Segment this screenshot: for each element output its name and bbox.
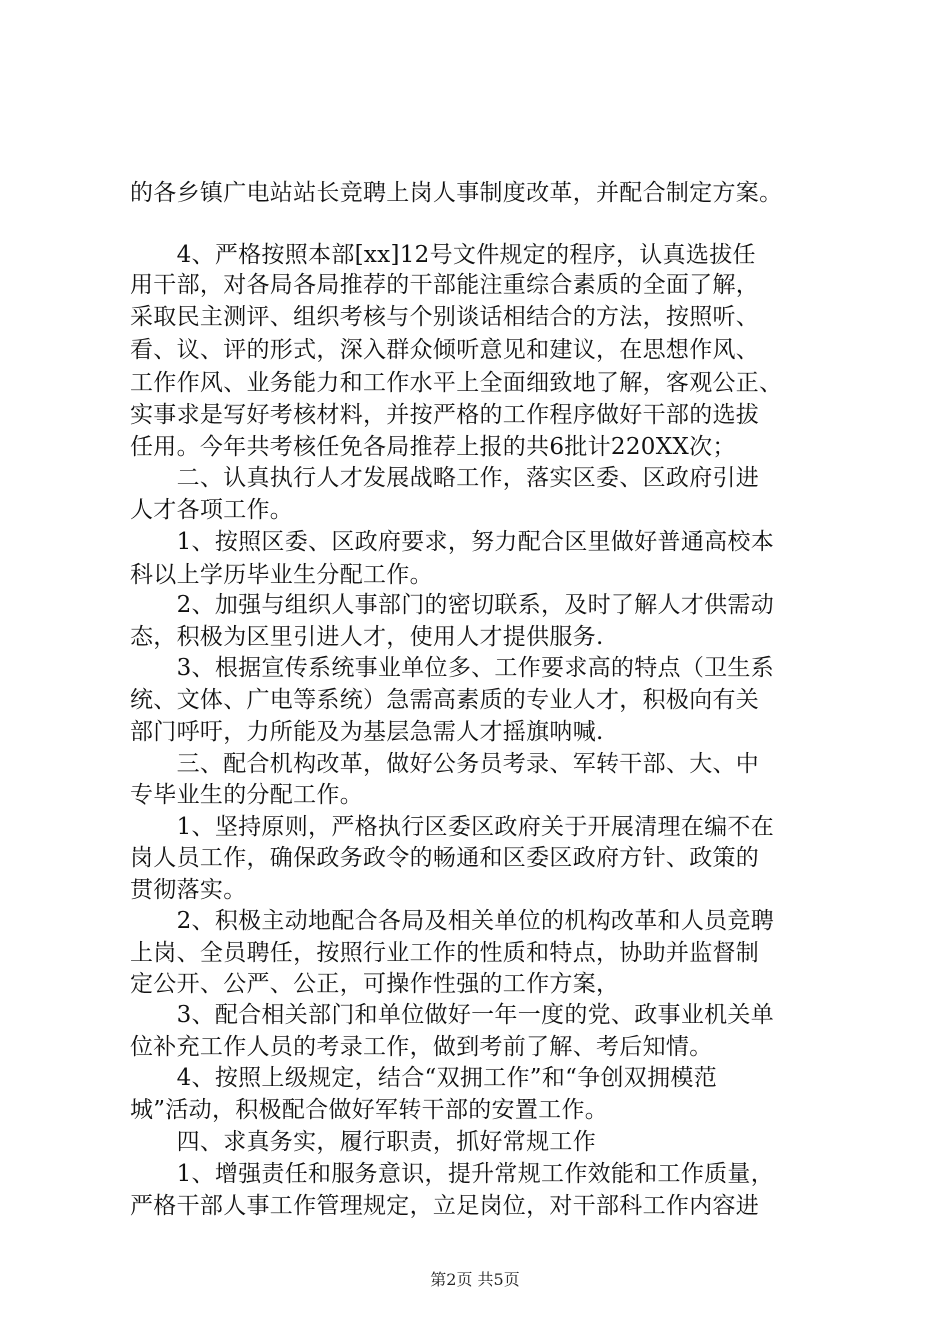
page-footer: 第2页 共5页 — [430, 1270, 520, 1289]
text-line: 4、按照上级规定，结合“双拥工作”和“争创双拥模范 — [130, 1065, 718, 1091]
text-line: 位补充工作人员的考录工作，做到考前了解、考后知情。 — [130, 1034, 713, 1060]
text-line: 岗人员工作，确保政务政令的畅通和区委区政府方针、政策的 — [130, 845, 760, 871]
text-line: 的各乡镇广电站站长竞聘上岗人事制度改革，并配合制定方案。 — [130, 180, 783, 206]
text-line: 工作作风、业务能力和工作水平上全面细致地了解，客观公正、 — [130, 370, 783, 396]
text-line: 4、严格按照本部[xx]12号文件规定的程序，认真选拔任 — [130, 242, 756, 268]
text-line: 上岗、全员聘任，按照行业工作的性质和特点，协助并监督制 — [130, 940, 760, 966]
text-line: 三、配合机构改革，做好公务员考录、军转干部、大、中 — [130, 751, 760, 777]
text-line: 采取民主测评、组织考核与个别谈话相结合的方法，按照听、 — [130, 304, 760, 330]
text-line: 1、按照区委、区政府要求，努力配合区里做好普通高校本 — [130, 529, 775, 555]
text-line: 态，积极为区里引进人才，使用人才提供服务. — [130, 624, 604, 650]
text-line: 严格干部人事工作管理规定，立足岗位，对干部科工作内容进 — [130, 1193, 760, 1219]
text-line: 统、文体、广电等系统）急需高素质的专业人才，积极向有关 — [130, 687, 760, 713]
text-line: 3、根据宣传系统事业单位多、工作要求高的特点（卫生系 — [130, 655, 775, 681]
text-line: 科以上学历毕业生分配工作。 — [130, 562, 433, 588]
text-line: 专毕业生的分配工作。 — [130, 782, 363, 808]
text-line: 看、议、评的形式，深入群众倾听意见和建议，在思想作风、 — [130, 337, 760, 363]
text-line: 2、加强与组织人事部门的密切联系，及时了解人才供需动 — [130, 592, 775, 618]
text-line: 定公开、公严、公正，可操作性强的工作方案， — [130, 971, 620, 997]
text-line: 任用。今年共考核任免各局推荐上报的共6批计220XX次； — [130, 434, 736, 460]
text-line: 贯彻落实。 — [130, 877, 247, 903]
text-line: 部门呼吁，力所能及为基层急需人才摇旗呐喊. — [130, 719, 604, 745]
text-line: 四、求真务实，履行职责，抓好常规工作 — [130, 1129, 596, 1155]
text-line: 2、积极主动地配合各局及相关单位的机构改革和人员竞聘 — [130, 908, 775, 934]
text-line: 用干部，对各局各局推荐的干部能注重综合素质的全面了解， — [130, 272, 760, 298]
text-line: 实事求是写好考核材料，并按严格的工作程序做好干部的选拔 — [130, 402, 760, 428]
text-line: 1、增强责任和服务意识，提升常规工作效能和工作质量， — [130, 1161, 775, 1187]
text-line: 二、认真执行人才发展战略工作，落实区委、区政府引进 — [130, 465, 760, 491]
text-line: 3、配合相关部门和单位做好一年一度的党、政事业机关单 — [130, 1002, 775, 1028]
text-line: 1、坚持原则，严格执行区委区政府关于开展清理在编不在 — [130, 814, 775, 840]
text-line: 人才各项工作。 — [130, 497, 294, 523]
text-line: 城”活动，积极配合做好军转干部的安置工作。 — [130, 1097, 609, 1123]
